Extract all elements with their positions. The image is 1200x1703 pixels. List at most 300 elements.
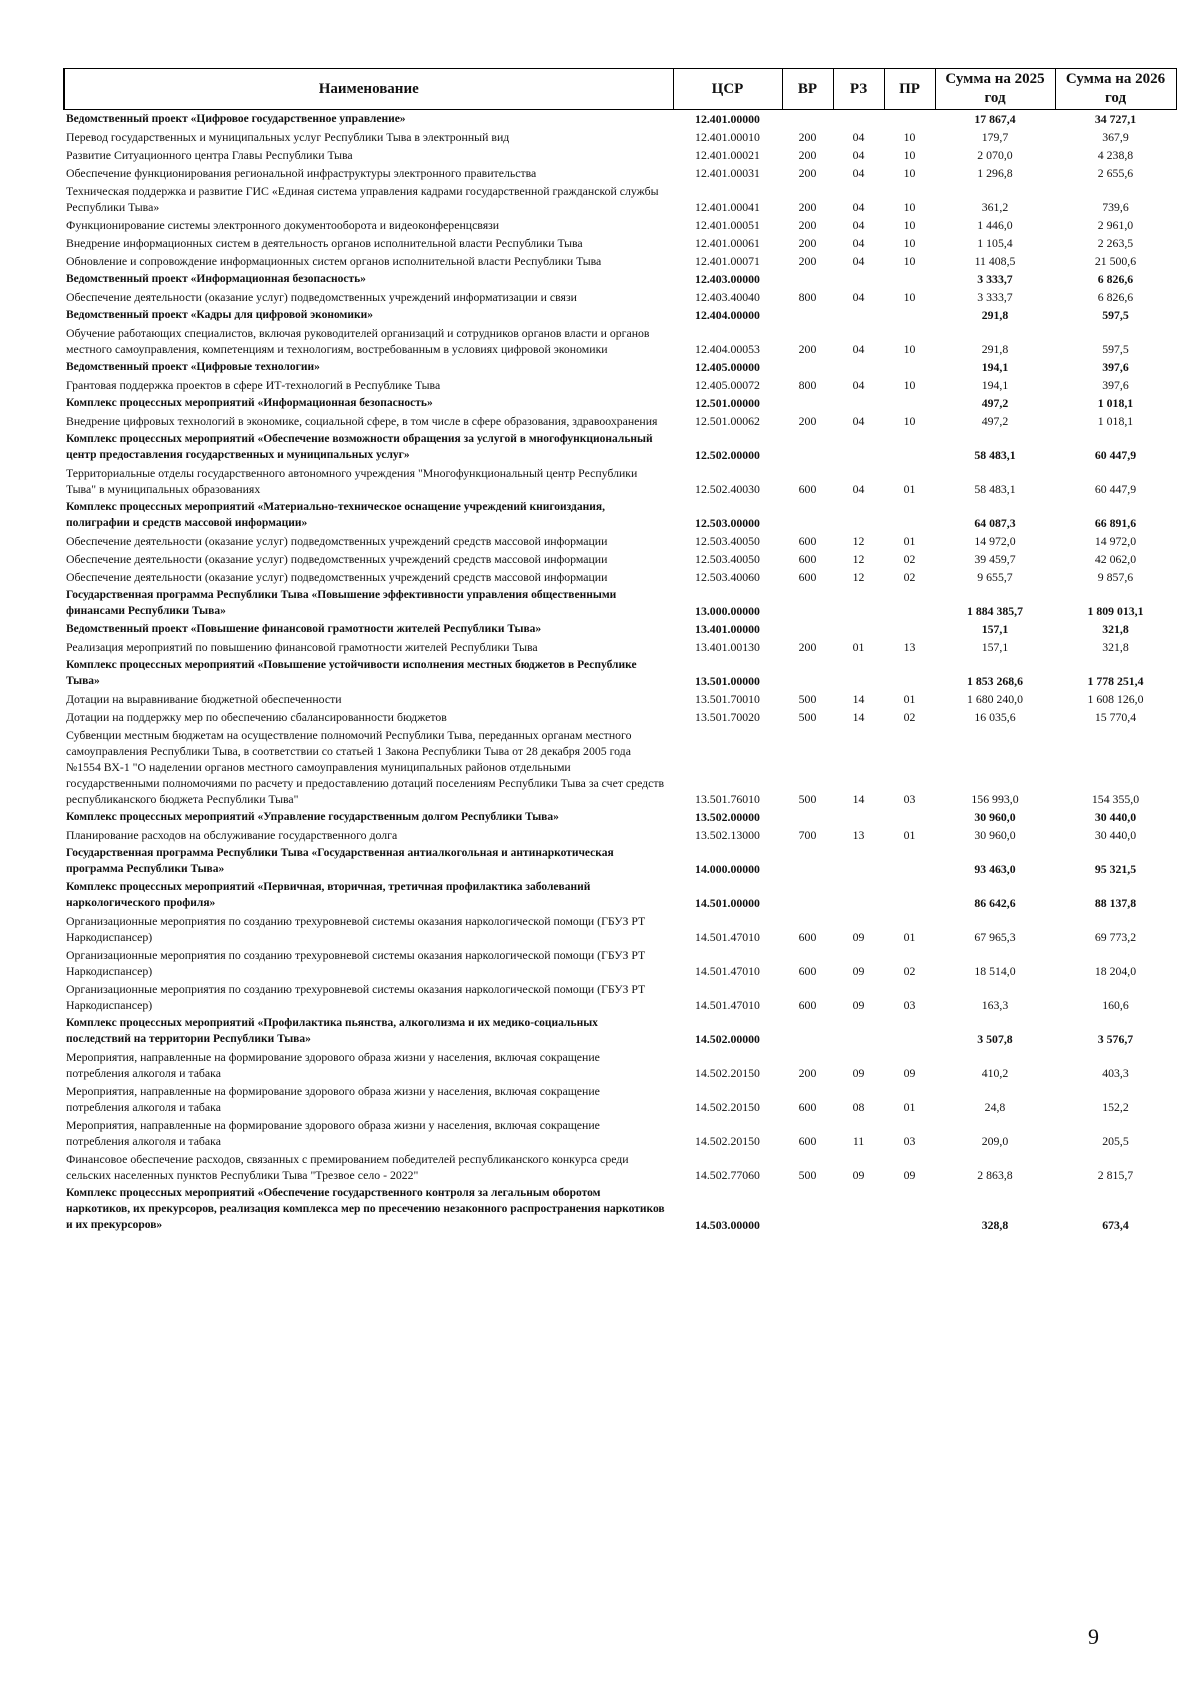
row-sum-2025: 179,7 [981, 130, 1009, 144]
row-vr: 500 [798, 692, 817, 706]
row-sum-2025: 86 642,6 [974, 896, 1016, 910]
row-sum-2026: 2 961,0 [1097, 218, 1134, 232]
row-rz: 14 [852, 792, 865, 806]
row-csr: 14.501.47010 [695, 930, 760, 944]
row-sum-2026: 4 238,8 [1097, 148, 1134, 162]
row-pr: 10 [903, 254, 916, 268]
row-name: Функционирование системы электронного документооборота и видеоконференцсвязи [66, 218, 500, 232]
table-row-section [64, 498, 1176, 532]
budget-table-container [63, 68, 1175, 1234]
table-row [64, 146, 1176, 164]
row-sum-2026: 1 778 251,4 [1087, 674, 1144, 688]
row-vr [782, 808, 833, 826]
row-pr: 10 [903, 166, 916, 180]
row-vr [782, 498, 833, 532]
row-rz: 04 [852, 148, 865, 162]
row-sum-2025: 291,8 [981, 308, 1009, 322]
table-row [64, 690, 1176, 708]
row-csr: 14.000.00000 [695, 862, 760, 876]
table-row [64, 164, 1176, 182]
row-rz: 12 [852, 570, 865, 584]
table-row-section [64, 620, 1176, 638]
row-pr: 10 [903, 130, 916, 144]
row-pr [884, 306, 935, 324]
row-rz [833, 808, 884, 826]
row-rz [833, 394, 884, 412]
row-sum-2025: 157,1 [981, 640, 1009, 654]
row-vr [782, 620, 833, 638]
row-rz [833, 306, 884, 324]
row-name: Обновление и сопровождение информационных систем органов исполнительной власти Республики Тыва [66, 254, 602, 268]
row-vr: 200 [798, 148, 817, 162]
row-rz [833, 358, 884, 376]
table-row-section [64, 656, 1176, 690]
row-rz: 04 [852, 200, 865, 214]
row-name: Мероприятия, направленные на формирование здорового образа жизни у населения, включая сокращение потребления алкоголя и табака [66, 1118, 600, 1148]
row-pr: 10 [903, 200, 916, 214]
row-rz [833, 430, 884, 464]
row-name: Планирование расходов на обслуживание государственного долга [66, 828, 398, 842]
row-pr: 10 [903, 378, 916, 392]
table-row-section [64, 808, 1176, 826]
row-rz: 04 [852, 236, 865, 250]
row-sum-2026: 3 576,7 [1097, 1032, 1134, 1046]
row-sum-2025: 64 087,3 [974, 516, 1016, 530]
row-sum-2025: 497,2 [981, 414, 1009, 428]
row-name: Реализация мероприятий по повышению финансовой грамотности жителей Республики Тыва [66, 640, 538, 654]
row-name: Государственная программа Республики Тыва «Повышение эффективности управления общественными финансами Республики Тыва» [66, 589, 617, 617]
row-sum-2026: 6 826,6 [1097, 272, 1134, 286]
row-sum-2025: 3 507,8 [977, 1032, 1013, 1046]
row-name: Внедрение информационных систем в деятельность органов исполнительной власти Республики Тыва [66, 236, 583, 250]
row-sum-2026: 1 608 126,0 [1087, 692, 1144, 706]
row-sum-2026: 160,6 [1102, 998, 1129, 1012]
row-pr: 01 [903, 534, 916, 548]
row-rz: 14 [852, 710, 865, 724]
row-pr [884, 1184, 935, 1234]
row-name: Обеспечение деятельности (оказание услуг) подведомственных учреждений средств массовой информации [66, 534, 608, 548]
row-rz: 04 [852, 254, 865, 268]
row-sum-2026: 2 815,7 [1097, 1168, 1134, 1182]
row-csr: 12.503.40050 [695, 534, 760, 548]
row-rz [833, 586, 884, 620]
row-sum-2025: 9 655,7 [977, 570, 1013, 584]
table-row [64, 288, 1176, 306]
row-pr [884, 620, 935, 638]
row-csr: 13.401.00000 [695, 622, 760, 636]
row-sum-2026: 30 440,0 [1094, 810, 1137, 824]
row-vr: 800 [798, 378, 817, 392]
table-row [64, 826, 1176, 844]
row-pr: 01 [903, 930, 916, 944]
row-sum-2025: 163,3 [981, 998, 1009, 1012]
row-csr: 12.501.00062 [695, 414, 760, 428]
row-csr: 14.501.47010 [695, 998, 760, 1012]
row-rz [833, 620, 884, 638]
row-csr: 13.000.00000 [695, 604, 760, 618]
row-vr: 600 [798, 482, 817, 496]
row-sum-2026: 14 972,0 [1094, 534, 1137, 548]
row-sum-2026: 597,5 [1102, 308, 1129, 322]
row-pr: 01 [903, 692, 916, 706]
row-sum-2025: 93 463,0 [974, 862, 1016, 876]
row-vr [782, 1014, 833, 1048]
row-sum-2025: 1 446,0 [977, 218, 1013, 232]
row-vr [782, 1184, 833, 1234]
row-vr [782, 844, 833, 878]
table-header [64, 69, 1176, 110]
row-name: Обеспечение деятельности (оказание услуг) подведомственных учреждений средств массовой информации [66, 552, 608, 566]
row-sum-2026: 739,6 [1102, 200, 1129, 214]
row-vr [782, 110, 833, 129]
row-pr: 02 [903, 710, 916, 724]
table-row [64, 252, 1176, 270]
row-sum-2025: 3 333,7 [977, 272, 1013, 286]
row-sum-2025: 1 296,8 [977, 166, 1013, 180]
row-vr: 200 [798, 254, 817, 268]
row-sum-2026: 205,5 [1102, 1134, 1129, 1148]
row-sum-2026: 42 062,0 [1094, 552, 1137, 566]
row-vr: 500 [798, 1168, 817, 1182]
table-row [64, 912, 1176, 946]
table-row [64, 128, 1176, 146]
row-csr: 14.502.20150 [695, 1066, 760, 1080]
row-pr: 01 [903, 1100, 916, 1114]
row-csr: 14.503.00000 [695, 1218, 760, 1232]
row-sum-2025: 1 884 385,7 [966, 604, 1024, 618]
row-csr: 12.404.00000 [695, 308, 760, 322]
row-pr: 03 [903, 998, 916, 1012]
row-sum-2025: 157,1 [981, 622, 1009, 636]
row-pr [884, 878, 935, 912]
row-pr [884, 656, 935, 690]
row-pr [884, 1014, 935, 1048]
row-pr [884, 358, 935, 376]
row-csr: 13.502.13000 [695, 828, 760, 842]
row-sum-2026: 152,2 [1102, 1100, 1129, 1114]
row-name: Субвенции местным бюджетам на осуществление полномочий Республики Тыва, переданных органам местного самоуправления Республики Тыва, в соответствии со статьей 1 Закона Республики Тыва от 28 декабря 2005 года №1554 ВХ-1 "О наделении органов местного самоуправления муниципальных районов отдельными государственными полномочиями по расчету и предоставлению дотаций поселениям Республики Тыва за счет средств республиканского бюджета Республики Тыва" [66, 728, 665, 806]
header-sum-2025: Сумма на 2025 год [935, 69, 1055, 110]
table-row-section [64, 110, 1176, 129]
row-rz: 13 [852, 828, 865, 842]
row-csr: 14.501.47010 [695, 964, 760, 978]
row-name: Ведомственный проект «Цифровые технологии» [66, 361, 320, 373]
row-csr: 12.401.00031 [695, 166, 760, 180]
table-body [64, 110, 1176, 1235]
row-vr: 200 [798, 200, 817, 214]
table-row [64, 464, 1176, 498]
row-sum-2025: 16 035,6 [974, 710, 1016, 724]
row-rz [833, 498, 884, 532]
row-sum-2026: 321,8 [1102, 640, 1129, 654]
row-vr: 200 [798, 414, 817, 428]
row-pr: 01 [903, 482, 916, 496]
row-vr: 200 [798, 1066, 817, 1080]
row-sum-2026: 18 204,0 [1094, 964, 1137, 978]
row-name: Дотации на выравнивание бюджетной обеспеченности [66, 692, 342, 706]
row-pr [884, 586, 935, 620]
row-sum-2025: 24,8 [984, 1100, 1006, 1114]
row-csr: 13.501.00000 [695, 674, 760, 688]
row-csr: 12.403.40040 [695, 290, 760, 304]
table-row-section [64, 878, 1176, 912]
header-sum-2026: Сумма на 2026 год [1055, 69, 1176, 110]
row-rz: 04 [852, 342, 865, 356]
row-csr: 12.502.40030 [695, 482, 760, 496]
row-rz: 09 [852, 1168, 865, 1182]
row-pr [884, 394, 935, 412]
row-name: Государственная программа Республики Тыва «Государственная антиалкогольная и антинаркотическая программа Республики Тыва» [66, 847, 614, 875]
row-pr [884, 844, 935, 878]
row-vr [782, 270, 833, 288]
row-vr: 200 [798, 342, 817, 356]
row-rz: 04 [852, 482, 865, 496]
page-number: 9 [1088, 1624, 1099, 1649]
row-rz: 09 [852, 964, 865, 978]
table-row [64, 234, 1176, 252]
row-csr: 14.502.00000 [695, 1032, 760, 1046]
table-row [64, 726, 1176, 808]
row-rz: 12 [852, 552, 865, 566]
row-vr: 600 [798, 1100, 817, 1114]
row-csr: 12.401.00071 [695, 254, 760, 268]
row-csr: 14.502.20150 [695, 1100, 760, 1114]
row-name: Обеспечение функционирования региональной инфраструктуры электронного правительства [66, 166, 537, 180]
row-sum-2025: 58 483,1 [974, 482, 1016, 496]
row-rz [833, 844, 884, 878]
table-row [64, 182, 1176, 216]
table-row [64, 708, 1176, 726]
row-sum-2025: 1 680 240,0 [966, 692, 1024, 706]
table-row [64, 946, 1176, 980]
row-sum-2026: 1 809 013,1 [1087, 604, 1144, 618]
row-pr: 01 [903, 828, 916, 842]
row-pr [884, 498, 935, 532]
row-vr: 200 [798, 218, 817, 232]
table-row [64, 1150, 1176, 1184]
row-rz: 12 [852, 534, 865, 548]
table-row-section [64, 394, 1176, 412]
row-csr: 12.502.00000 [695, 448, 760, 462]
row-pr: 10 [903, 414, 916, 428]
row-rz: 09 [852, 1066, 865, 1080]
row-csr: 14.502.20150 [695, 1134, 760, 1148]
row-name: Мероприятия, направленные на формирование здорового образа жизни у населения, включая сокращение потребления алкоголя и табака [66, 1084, 600, 1114]
table-row [64, 1116, 1176, 1150]
row-name: Комплекс процессных мероприятий «Обеспечение государственного контроля за легальным оборотом наркотиков, их прекурсоров, реализация комплекса мер по пресечению незаконного распространения наркотиков и их прекурсоров» [66, 1187, 665, 1231]
row-pr: 10 [903, 236, 916, 250]
row-vr: 600 [798, 552, 817, 566]
row-vr: 600 [798, 1134, 817, 1148]
row-vr [782, 306, 833, 324]
row-sum-2025: 497,2 [981, 396, 1009, 410]
row-sum-2026: 403,3 [1102, 1066, 1129, 1080]
row-vr: 200 [798, 166, 817, 180]
table-row [64, 1082, 1176, 1116]
row-csr: 13.501.76010 [695, 792, 760, 806]
row-csr: 12.404.00053 [695, 342, 760, 356]
row-pr: 13 [903, 640, 916, 654]
row-pr: 03 [903, 1134, 916, 1148]
row-csr: 12.401.00021 [695, 148, 760, 162]
row-vr: 700 [798, 828, 817, 842]
row-csr: 12.401.00000 [695, 112, 760, 126]
row-vr: 600 [798, 930, 817, 944]
row-csr: 12.405.00072 [695, 378, 760, 392]
row-sum-2026: 673,4 [1102, 1218, 1129, 1232]
row-csr: 12.401.00041 [695, 200, 760, 214]
header-rz: РЗ [833, 69, 884, 110]
header-csr: ЦСР [673, 69, 782, 110]
table-row [64, 1048, 1176, 1082]
row-csr: 13.401.00130 [695, 640, 760, 654]
row-vr: 600 [798, 964, 817, 978]
table-row [64, 532, 1176, 550]
row-vr: 800 [798, 290, 817, 304]
row-name: Организационные мероприятия по созданию трехуровневой системы оказания наркологической помощи (ГБУЗ РТ Наркодиспансер) [66, 982, 646, 1012]
row-name: Внедрение цифровых технологий в экономике, социальной сфере, в том числе в сфере образования, здравоохранения [66, 414, 658, 428]
table-row [64, 412, 1176, 430]
row-name: Грантовая поддержка проектов в сфере ИТ-технологий в Республике Тыва [66, 378, 441, 392]
row-csr: 14.502.77060 [695, 1168, 760, 1182]
row-name: Ведомственный проект «Повышение финансовой грамотности жителей Республики Тыва» [66, 623, 542, 635]
row-csr: 13.501.70020 [695, 710, 760, 724]
row-name: Дотации на поддержку мер по обеспечению сбалансированности бюджетов [66, 710, 447, 724]
row-vr: 600 [798, 570, 817, 584]
row-sum-2025: 58 483,1 [974, 448, 1016, 462]
row-name: Комплекс процессных мероприятий «Обеспечение возможности обращения за услугой в многофункциональный центр предоставления государственных и муниципальных услуг» [66, 433, 653, 461]
table-row [64, 638, 1176, 656]
row-sum-2026: 9 857,6 [1097, 570, 1134, 584]
row-sum-2026: 2 655,6 [1097, 166, 1134, 180]
row-sum-2025: 14 972,0 [974, 534, 1016, 548]
row-csr: 12.503.40050 [695, 552, 760, 566]
row-sum-2025: 328,8 [981, 1218, 1009, 1232]
row-pr: 09 [903, 1168, 916, 1182]
row-sum-2025: 291,8 [981, 342, 1009, 356]
row-sum-2026: 95 321,5 [1094, 862, 1137, 876]
row-rz [833, 656, 884, 690]
row-vr [782, 394, 833, 412]
row-pr [884, 808, 935, 826]
row-name: Комплекс процессных мероприятий «Управление государственным долгом Республики Тыва» [66, 811, 559, 823]
row-sum-2025: 194,1 [981, 378, 1009, 392]
row-rz: 08 [852, 1100, 865, 1114]
row-pr: 10 [903, 148, 916, 162]
table-row [64, 216, 1176, 234]
row-rz: 04 [852, 414, 865, 428]
row-csr: 12.503.40060 [695, 570, 760, 584]
row-name: Перевод государственных и муниципальных услуг Республики Тыва в электронный вид [66, 130, 510, 144]
row-sum-2025: 1 105,4 [977, 236, 1013, 250]
row-vr: 600 [798, 998, 817, 1012]
row-rz [833, 878, 884, 912]
row-vr [782, 358, 833, 376]
table-row [64, 568, 1176, 586]
row-pr: 02 [903, 964, 916, 978]
row-vr [782, 878, 833, 912]
row-pr: 02 [903, 570, 916, 584]
row-name: Обучение работающих специалистов, включая руководителей организаций и сотрудников органов власти и органов местного самоуправления, компетенциям и технологиям, востребованным в условиях цифровой экономики [66, 326, 650, 356]
table-row [64, 980, 1176, 1014]
row-sum-2026: 154 355,0 [1091, 792, 1140, 806]
row-name: Комплекс процессных мероприятий «Первичная, вторичная, третичная профилактика заболеваний наркологического профиля» [66, 881, 591, 909]
row-pr [884, 430, 935, 464]
table-row-section [64, 844, 1176, 878]
row-csr: 13.502.00000 [695, 810, 760, 824]
header-pr: ПР [884, 69, 935, 110]
row-sum-2025: 361,2 [981, 200, 1009, 214]
row-pr: 10 [903, 218, 916, 232]
row-vr [782, 656, 833, 690]
row-rz: 04 [852, 290, 865, 304]
row-name: Комплекс процессных мероприятий «Профилактика пьянства, алкоголизма и их медико-социальных последствий на территории Республики Тыва» [66, 1017, 598, 1045]
row-name: Территориальные отделы государственного автономного учреждения "Многофункциональный центр Республики Тыва" в муниципальных образованиях [66, 466, 638, 496]
row-sum-2026: 88 137,8 [1094, 896, 1137, 910]
row-sum-2025: 17 867,4 [974, 112, 1016, 126]
table-row-section [64, 306, 1176, 324]
row-name: Организационные мероприятия по созданию трехуровневой системы оказания наркологической помощи (ГБУЗ РТ Наркодиспансер) [66, 948, 646, 978]
row-rz [833, 110, 884, 129]
row-rz: 04 [852, 166, 865, 180]
row-vr [782, 430, 833, 464]
row-pr: 10 [903, 342, 916, 356]
table-row-section [64, 1184, 1176, 1234]
row-vr [782, 586, 833, 620]
row-sum-2026: 21 500,6 [1094, 254, 1137, 268]
row-sum-2025: 1 853 268,6 [966, 674, 1024, 688]
row-csr: 14.501.00000 [695, 896, 760, 910]
row-csr: 12.503.00000 [695, 516, 760, 530]
row-sum-2026: 367,9 [1102, 130, 1129, 144]
row-sum-2025: 3 333,7 [977, 290, 1013, 304]
row-sum-2026: 2 263,5 [1097, 236, 1134, 250]
row-pr [884, 270, 935, 288]
row-vr: 600 [798, 534, 817, 548]
row-sum-2026: 34 727,1 [1094, 112, 1137, 126]
row-rz [833, 1014, 884, 1048]
table-row [64, 376, 1176, 394]
row-vr: 200 [798, 640, 817, 654]
row-sum-2025: 18 514,0 [974, 964, 1016, 978]
budget-table [63, 68, 1177, 1234]
row-sum-2026: 60 447,9 [1094, 448, 1137, 462]
row-rz: 04 [852, 378, 865, 392]
row-sum-2025: 67 965,3 [974, 930, 1016, 944]
table-row-section [64, 586, 1176, 620]
row-name: Обеспечение деятельности (оказание услуг) подведомственных учреждений информатизации и связи [66, 290, 577, 304]
row-vr: 200 [798, 130, 817, 144]
row-pr: 09 [903, 1066, 916, 1080]
row-name: Комплекс процессных мероприятий «Информационная безопасность» [66, 397, 433, 409]
row-sum-2026: 321,8 [1102, 622, 1129, 636]
row-rz: 01 [852, 640, 865, 654]
row-pr: 10 [903, 290, 916, 304]
row-name: Ведомственный проект «Кадры для цифровой экономики» [66, 309, 374, 321]
row-sum-2026: 60 447,9 [1094, 482, 1137, 496]
row-rz [833, 1184, 884, 1234]
row-sum-2026: 597,5 [1102, 342, 1129, 356]
row-rz: 09 [852, 998, 865, 1012]
row-name: Обеспечение деятельности (оказание услуг) подведомственных учреждений средств массовой информации [66, 570, 608, 584]
row-sum-2025: 156 993,0 [971, 792, 1019, 806]
row-rz [833, 270, 884, 288]
header-name: Наименование [64, 69, 673, 110]
row-csr: 12.401.00010 [695, 130, 760, 144]
row-rz: 04 [852, 130, 865, 144]
row-csr: 13.501.70010 [695, 692, 760, 706]
row-sum-2025: 30 960,0 [974, 810, 1016, 824]
